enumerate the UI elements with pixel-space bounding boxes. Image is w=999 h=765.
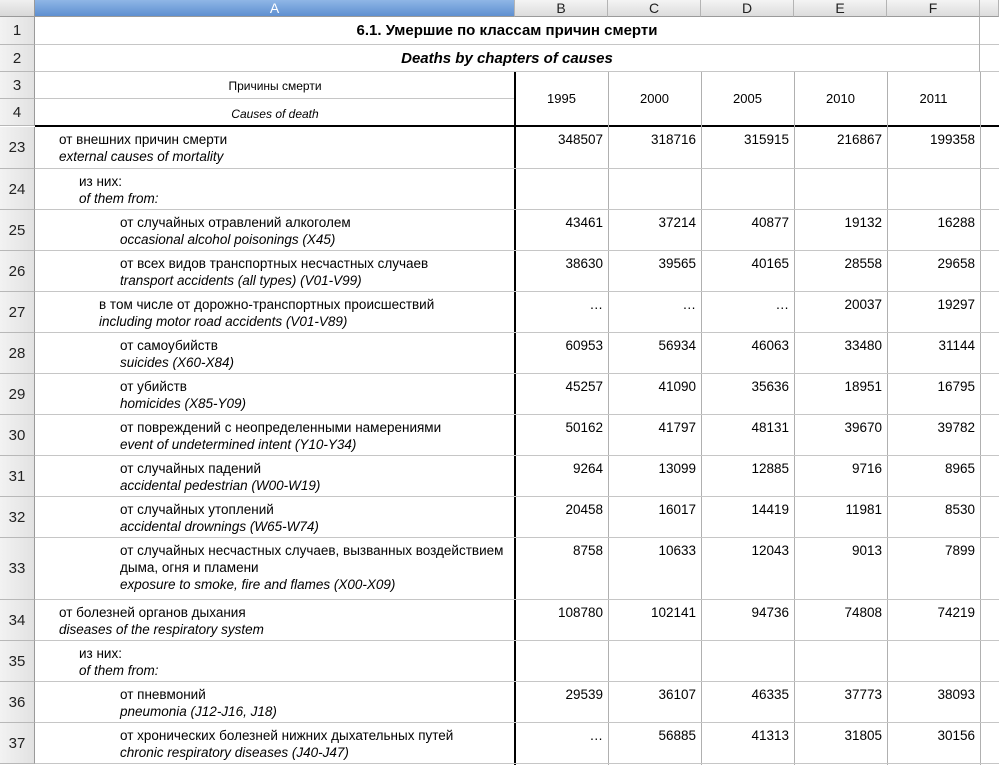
column-header-e[interactable]: E	[794, 0, 887, 17]
cause-label-cell[interactable]	[35, 600, 513, 641]
header-causes-en: Causes of death	[231, 107, 319, 121]
row-header-34[interactable]: 34	[0, 600, 35, 641]
value-cell-2005[interactable]: 94736	[751, 605, 789, 620]
value-cell-2000[interactable]: 10633	[658, 543, 696, 558]
cause-en: event of undetermined intent (Y10-Y34)	[120, 437, 357, 452]
value-cell-2005[interactable]: 46063	[751, 338, 789, 353]
value-cell-2000[interactable]: …	[682, 297, 696, 312]
header-year-2000: 2000	[640, 91, 669, 106]
value-cell-2010[interactable]: 9716	[851, 461, 882, 476]
value-cell-2010[interactable]: 37773	[844, 687, 882, 702]
cause-ru: от всех видов транспортных несчастных случаев	[120, 256, 429, 271]
value-cell-2000[interactable]: 102141	[650, 605, 696, 620]
value-cell-2011[interactable]: 16288	[937, 215, 975, 230]
row-header-4[interactable]: 4	[0, 99, 35, 126]
cause-label-cell[interactable]	[35, 251, 513, 292]
value-cell-2000[interactable]	[608, 173, 700, 209]
value-cell-1995[interactable]: 9264	[572, 461, 603, 476]
cause-ru: от случайных несчастных случаев, вызванных воздействием	[120, 543, 504, 558]
value-cell-1995[interactable]: 60953	[565, 338, 603, 353]
value-cell-1995[interactable]: 348507	[557, 132, 603, 147]
value-cell-2010[interactable]: 33480	[844, 338, 882, 353]
value-cell-2005[interactable]: 41313	[751, 728, 789, 743]
value-cell-2011[interactable]: 199358	[929, 132, 975, 147]
header-year-2005: 2005	[733, 91, 762, 106]
cause-en: accidental pedestrian (W00-W19)	[120, 478, 321, 493]
header-year-2010: 2010	[826, 91, 855, 106]
gridline	[980, 72, 981, 765]
value-cell-2000[interactable]: 13099	[658, 461, 696, 476]
value-cell-1995[interactable]	[515, 173, 607, 209]
cause-label-cell[interactable]	[35, 374, 513, 415]
row-header-24[interactable]: 24	[0, 169, 35, 210]
value-cell-2011[interactable]: 74219	[937, 605, 975, 620]
value-cell-2005[interactable]: 14419	[751, 502, 789, 517]
cause-en: occasional alcohol poisonings (X45)	[120, 232, 336, 247]
cause-en: homicides (X85-Y09)	[120, 396, 247, 411]
value-cell-2005[interactable]	[701, 645, 793, 681]
row-header-36[interactable]: 36	[0, 682, 35, 723]
cause-ru: из них:	[79, 646, 122, 661]
value-cell-2011[interactable]: 31144	[938, 338, 975, 353]
gridline	[979, 17, 980, 72]
cause-ru: от убийств	[120, 379, 187, 394]
cause-ru: от случайных отравлений алкоголем	[120, 215, 351, 230]
column-header-f[interactable]: F	[887, 0, 980, 17]
cause-label-cell[interactable]	[35, 641, 513, 682]
row-header-28[interactable]: 28	[0, 333, 35, 374]
row-header-35[interactable]: 35	[0, 641, 35, 682]
cause-ru: от случайных утоплений	[120, 502, 274, 517]
cause-en: chronic respiratory diseases (J40-J47)	[120, 745, 349, 760]
value-cell-2005[interactable]: 48131	[751, 420, 789, 435]
cause-en: suicides (X60-X84)	[120, 355, 235, 370]
value-cell-2011[interactable]: 16795	[937, 379, 975, 394]
row-header-31[interactable]: 31	[0, 456, 35, 497]
value-cell-1995[interactable]: 20458	[565, 502, 603, 517]
value-cell-2005[interactable]: 40165	[751, 256, 789, 271]
cause-en: including motor road accidents (V01-V89)	[99, 314, 348, 329]
row-header-25[interactable]: 25	[0, 210, 35, 251]
cause-label-cell[interactable]	[35, 127, 513, 169]
row-header-27[interactable]: 27	[0, 292, 35, 333]
value-cell-2011[interactable]	[887, 645, 979, 681]
value-cell-2005[interactable]: 315915	[743, 132, 789, 147]
value-cell-2010[interactable]: 11981	[845, 502, 882, 517]
value-cell-2000[interactable]: 36107	[658, 687, 696, 702]
value-cell-2000[interactable]: 318716	[650, 132, 696, 147]
row-header-29[interactable]: 29	[0, 374, 35, 415]
value-cell-2011[interactable]: 39782	[937, 420, 975, 435]
value-cell-2011[interactable]	[887, 173, 979, 209]
cause-label-cell[interactable]	[35, 723, 513, 764]
cause-en: diseases of the respiratory system	[59, 622, 264, 637]
row-header-3[interactable]: 3	[0, 72, 35, 99]
value-cell-2005[interactable]: 12885	[751, 461, 789, 476]
header-year-1995: 1995	[547, 91, 576, 106]
value-cell-2005[interactable]: 40877	[751, 215, 789, 230]
value-cell-2010[interactable]	[794, 173, 886, 209]
header-causes-ru: Причины смерти	[228, 79, 322, 93]
value-cell-2011[interactable]: 38093	[937, 687, 975, 702]
select-all-corner[interactable]	[0, 0, 35, 17]
cause-ru: от случайных падений	[120, 461, 262, 476]
cause-en: transport accidents (all types) (V01-V99)	[120, 273, 362, 288]
row-header-32[interactable]: 32	[0, 497, 35, 538]
cause-label-cell[interactable]	[35, 538, 513, 600]
cause-ru: от внешних причин смерти	[59, 132, 228, 147]
cause-label-cell[interactable]	[35, 292, 513, 333]
value-cell-1995[interactable]: 38630	[565, 256, 603, 271]
value-cell-2011[interactable]: 7899	[944, 543, 975, 558]
cause-label-cell[interactable]	[35, 415, 513, 456]
cause-ru-continued: дыма, огня и пламени	[120, 560, 259, 575]
row-header-37[interactable]: 37	[0, 723, 35, 764]
value-cell-2010[interactable]: 9013	[851, 543, 882, 558]
value-cell-2010[interactable]: 20037	[844, 297, 882, 312]
value-cell-2000[interactable]: 41090	[658, 379, 696, 394]
cause-ru: от самоубийств	[120, 338, 218, 353]
value-cell-2000[interactable]: 56885	[658, 728, 696, 743]
cause-en: of them from:	[79, 663, 159, 678]
table-title-en: Deaths by chapters of causes	[401, 50, 613, 67]
cause-en: pneumonia (J12-J16, J18)	[120, 704, 277, 719]
value-cell-2011[interactable]: 19297	[937, 297, 975, 312]
column-header-c[interactable]: C	[608, 0, 701, 17]
value-cell-1995[interactable]: 43461	[565, 215, 603, 230]
value-cell-1995[interactable]: …	[589, 728, 603, 743]
value-cell-2011[interactable]: 8530	[944, 502, 975, 517]
value-cell-2011[interactable]: 8965	[944, 461, 975, 476]
value-cell-2005[interactable]: …	[775, 297, 789, 312]
value-cell-1995[interactable]: 8758	[572, 543, 603, 558]
cause-label-cell[interactable]	[35, 333, 513, 374]
cause-en: exposure to smoke, fire and flames (X00-X09)	[120, 577, 396, 592]
value-cell-2005[interactable]: 46335	[751, 687, 789, 702]
row-header-1[interactable]: 1	[0, 17, 35, 45]
cause-en: external causes of mortality	[59, 149, 224, 164]
cause-en: accidental drownings (W65-W74)	[120, 519, 319, 534]
value-cell-2010[interactable]	[794, 645, 886, 681]
cause-ru: от повреждений с неопределенными намерениями	[120, 420, 442, 435]
value-cell-2010[interactable]: 28558	[844, 256, 882, 271]
cause-label-cell[interactable]	[35, 456, 513, 497]
header-year-2011: 2011	[919, 91, 948, 106]
row-header-26[interactable]: 26	[0, 251, 35, 292]
value-cell-2000[interactable]: 16017	[658, 502, 696, 517]
cause-ru: от болезней органов дыхания	[59, 605, 246, 620]
value-cell-2010[interactable]: 31805	[844, 728, 882, 743]
row-header-30[interactable]: 30	[0, 415, 35, 456]
cause-en: of them from:	[79, 191, 159, 206]
value-cell-2005[interactable]: 12043	[751, 543, 789, 558]
value-cell-2010[interactable]: 39670	[844, 420, 882, 435]
value-cell-2011[interactable]: 30156	[937, 728, 975, 743]
cause-ru: в том числе от дорожно-транспортных происшествий	[99, 297, 435, 312]
cause-label-cell[interactable]	[35, 497, 513, 538]
value-cell-1995[interactable]: …	[589, 297, 603, 312]
column-header-g[interactable]	[980, 0, 999, 17]
column-header-b[interactable]: B	[515, 0, 608, 17]
value-cell-1995[interactable]	[515, 645, 607, 681]
table-title-ru: 6.1. Умершие по классам причин смерти	[356, 22, 658, 39]
row-header-23[interactable]: 23	[0, 127, 35, 169]
column-header-a[interactable]: A	[35, 0, 515, 17]
value-cell-2010[interactable]: 216867	[836, 132, 882, 147]
cause-ru: из них:	[79, 174, 122, 189]
row-header-33[interactable]: 33	[0, 538, 35, 600]
column-header-d[interactable]: D	[701, 0, 794, 17]
value-cell-1995[interactable]: 50162	[565, 420, 603, 435]
cause-ru: от хронических болезней нижних дыхательных путей	[120, 728, 454, 743]
value-cell-2010[interactable]: 19132	[844, 215, 882, 230]
value-cell-2000[interactable]: 56934	[658, 338, 696, 353]
cause-ru: от пневмоний	[120, 687, 206, 702]
cause-label-cell[interactable]	[35, 682, 513, 723]
value-cell-2000[interactable]: 37214	[658, 215, 696, 230]
value-cell-1995[interactable]: 29539	[565, 687, 603, 702]
value-cell-2005[interactable]: 35636	[751, 379, 789, 394]
value-cell-1995[interactable]: 108780	[557, 605, 603, 620]
value-cell-2000[interactable]	[608, 645, 700, 681]
cause-label-cell[interactable]	[35, 210, 513, 251]
row-header-2[interactable]: 2	[0, 45, 35, 72]
value-cell-2010[interactable]: 18951	[844, 379, 882, 394]
value-cell-2010[interactable]: 74808	[844, 605, 882, 620]
value-cell-2011[interactable]: 29658	[937, 256, 975, 271]
value-cell-2000[interactable]: 41797	[658, 420, 696, 435]
value-cell-2000[interactable]: 39565	[658, 256, 696, 271]
value-cell-2005[interactable]	[701, 173, 793, 209]
value-cell-1995[interactable]: 45257	[565, 379, 603, 394]
cause-label-cell[interactable]	[35, 169, 513, 210]
